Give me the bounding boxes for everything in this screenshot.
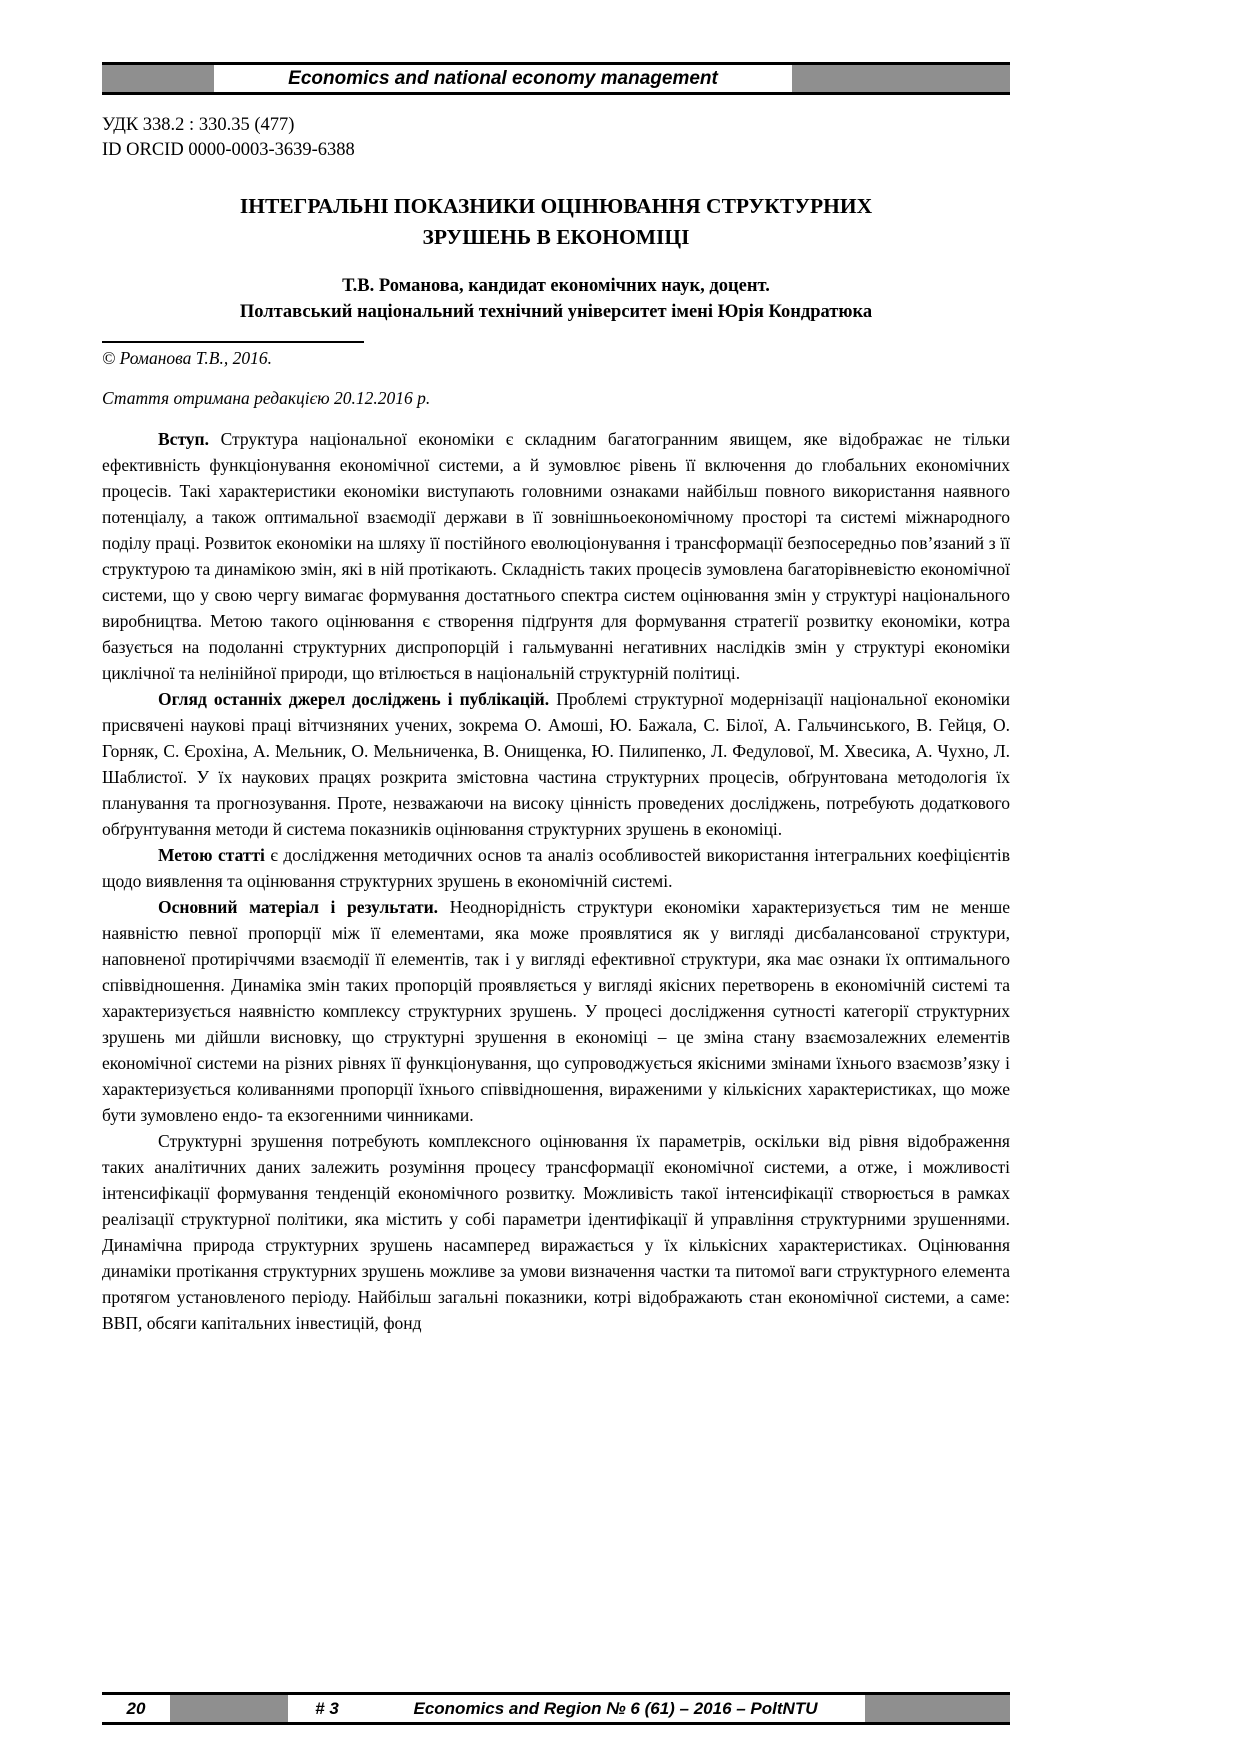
header-section-title: Economics and national economy management: [288, 68, 718, 89]
paragraph-text: Структура національної економіки є складним багатогранним явищем, яке відображає не тільки ефективність функціонування економічної системи, а й зумовлює рівень її включення до глобальних економічних процесів. Такі характеристики економіки виступають головними ознаками найбільш повного використання наявного потенціалу, а також оптимальної взаємодії держави в її зовнішньоекономічному просторі та системі міжнародного поділу праці. Розвиток економіки на шляху її постійного еволюціонування і трансформації безпосередньо пов’язаний з її структурою та динамікою змін, які в ній протікають. Складність таких процесів зумовлена багаторівневістю економічної системи, що у свою чергу вимагає формування достатнього спектра систем оцінювання змін у структурі національного виробництва. Метою такого оцінювання є створення підґрунтя для формування стратегії розвитку економіки, котра базується на подоланні структурних диспропорцій і гальмуванні негативних наслідків змін у структурі економіки циклічної та нелінійної природи, що втілюється в національній структурній політиці.: [102, 429, 1011, 683]
paragraph-text: Структурні зрушення потребують комплексного оцінювання їх параметрів, оскільки від рівня відображення таких аналітичних даних залежить розуміння процесу трансформації економічної системи, а отже, і можливості інтенсифікації формування тенденцій економічного розвитку. Можливість такої інтенсифікації створюється в рамках реалізації структурної політики, яка містить у собі параметри ідентифікації й управління структурними зрушеннями. Динамічна природа структурних зрушень насамперед виражається у їх кількісних характеристиках. Оцінювання динаміки протікання структурних зрушень можливе за умови визначення частки та питомої ваги структурного елемента протягом установленого періоду. Найбільш загальні показники, котрі відображають стан економічної системи, а саме: ВВП, обсяги капітальних інвестицій, фонд: [102, 1131, 1010, 1333]
header-left-gray-block: [102, 65, 214, 92]
header-right-gray-block: [792, 65, 1010, 92]
copyright-separator: [102, 341, 364, 343]
article-meta: [102, 113, 1010, 163]
author-name-line: Т.В. Романова, кандидат економічних наук, доцент.: [342, 276, 770, 296]
paragraph-lead: Огляд останніх джерел досліджень і публікацій.: [158, 689, 550, 709]
paragraph-intro: [102, 426, 1010, 686]
page-footer: [102, 1692, 1010, 1725]
page-number: 20: [126, 1699, 146, 1718]
article-body: [102, 426, 1010, 1336]
footer-row: [102, 1695, 1010, 1722]
article-title-line-1: ІНТЕГРАЛЬНІ ПОКАЗНИКИ ОЦІНЮВАННЯ СТРУКТУРНИХ: [239, 194, 873, 218]
paragraph-sources-review: [102, 686, 1010, 842]
paragraph-main-material: [102, 894, 1010, 1128]
paragraph-text: Проблемі структурної модернізації національної економіки присвячені наукові праці вітчизняних учених, зокрема О. Амоші, Ю. Бажала, С. Білої, А. Гальчинського, В. Гейця, О. Горняк, С. Єрохіна, А. Мельник, О. Мельниченка, В. Онищенка, Ю. Пилипенко, Л. Федулової, М. Хвесика, А. Чухно, Л. Шаблистої. У їх наукових працях розкрита змістовна частина структурних процесів, обґрунтована методологія їх планування та прогнозування. Проте, незважаючи на високу цінність проведених досліджень, потребують додаткового обґрунтування методи й система показників оцінювання структурних зрушень в економіці.: [102, 689, 1011, 839]
page-content: [102, 0, 1010, 1336]
paragraph-text: є дослідження методичних основ та аналіз особливостей використання інтегральних коефіцієнтів щодо виявлення та оцінювання структурних зрушень в економічній системі.: [102, 845, 1010, 891]
paragraph-lead: Основний матеріал і результати.: [158, 897, 439, 917]
journal-title: Economics and Region № 6 (61) – 2016 – PoltNTU: [413, 1699, 818, 1718]
udc-code: УДК 338.2 : 330.35 (477): [102, 115, 295, 135]
paragraph-text: Неоднорідність структури економіки характеризується тим не менше наявністю певної пропорції між її елементами, яка може проявлятися як у вигляді дисбалансованої структури, наповненої протиріччями взаємодії її елементів, так і у вигляді ефективної структури, яка має ознаки їх оптимального співвідношення. Динаміка змін таких пропорцій проявляється у вигляді якісних перетворень в економічній системі та характеризується наявністю комплексу структурних зрушень. У процесі дослідження сутності категорії структурних зрушень ми дійшли висновку, що структурні зрушення в економіці – це зміна стану взаємозалежних елементів економічної системи на різних рівнях її функціонування, що супроводжується якісними змінами їхнього взаємозв’язку і характеризується коливаннями пропорції їхнього співвідношення, вираженими у кількісних характеристиках, що може бути зумовлено ендо- та екзогенними чинниками.: [102, 897, 1010, 1125]
page-header: [102, 62, 1010, 95]
article-title: [102, 191, 1010, 253]
paragraph-article-aim: [102, 842, 1010, 894]
issue-number: # 3: [315, 1699, 339, 1718]
header-row: [102, 65, 1010, 92]
orcid-id: ID ORCID 0000-0003-3639-6388: [102, 140, 355, 160]
author-affiliation-line: Полтавський національний технічний університет імені Юрія Кондратюка: [239, 302, 873, 322]
paragraph-structural-shifts: [102, 1128, 1010, 1336]
received-date-note: Стаття отримана редакцією 20.12.2016 р.: [102, 388, 431, 408]
article-title-line-2: ЗРУШЕНЬ В ЕКОНОМІЦІ: [422, 225, 690, 249]
article-authors: [102, 273, 1010, 325]
copyright-notice: © Романова Т.В., 2016.: [102, 348, 272, 368]
footer-right-gray-block: [865, 1695, 1010, 1722]
footer-left-gray-block: [170, 1695, 288, 1722]
paragraph-lead: Вступ.: [158, 429, 210, 449]
paragraph-lead: Метою статті: [158, 845, 265, 865]
